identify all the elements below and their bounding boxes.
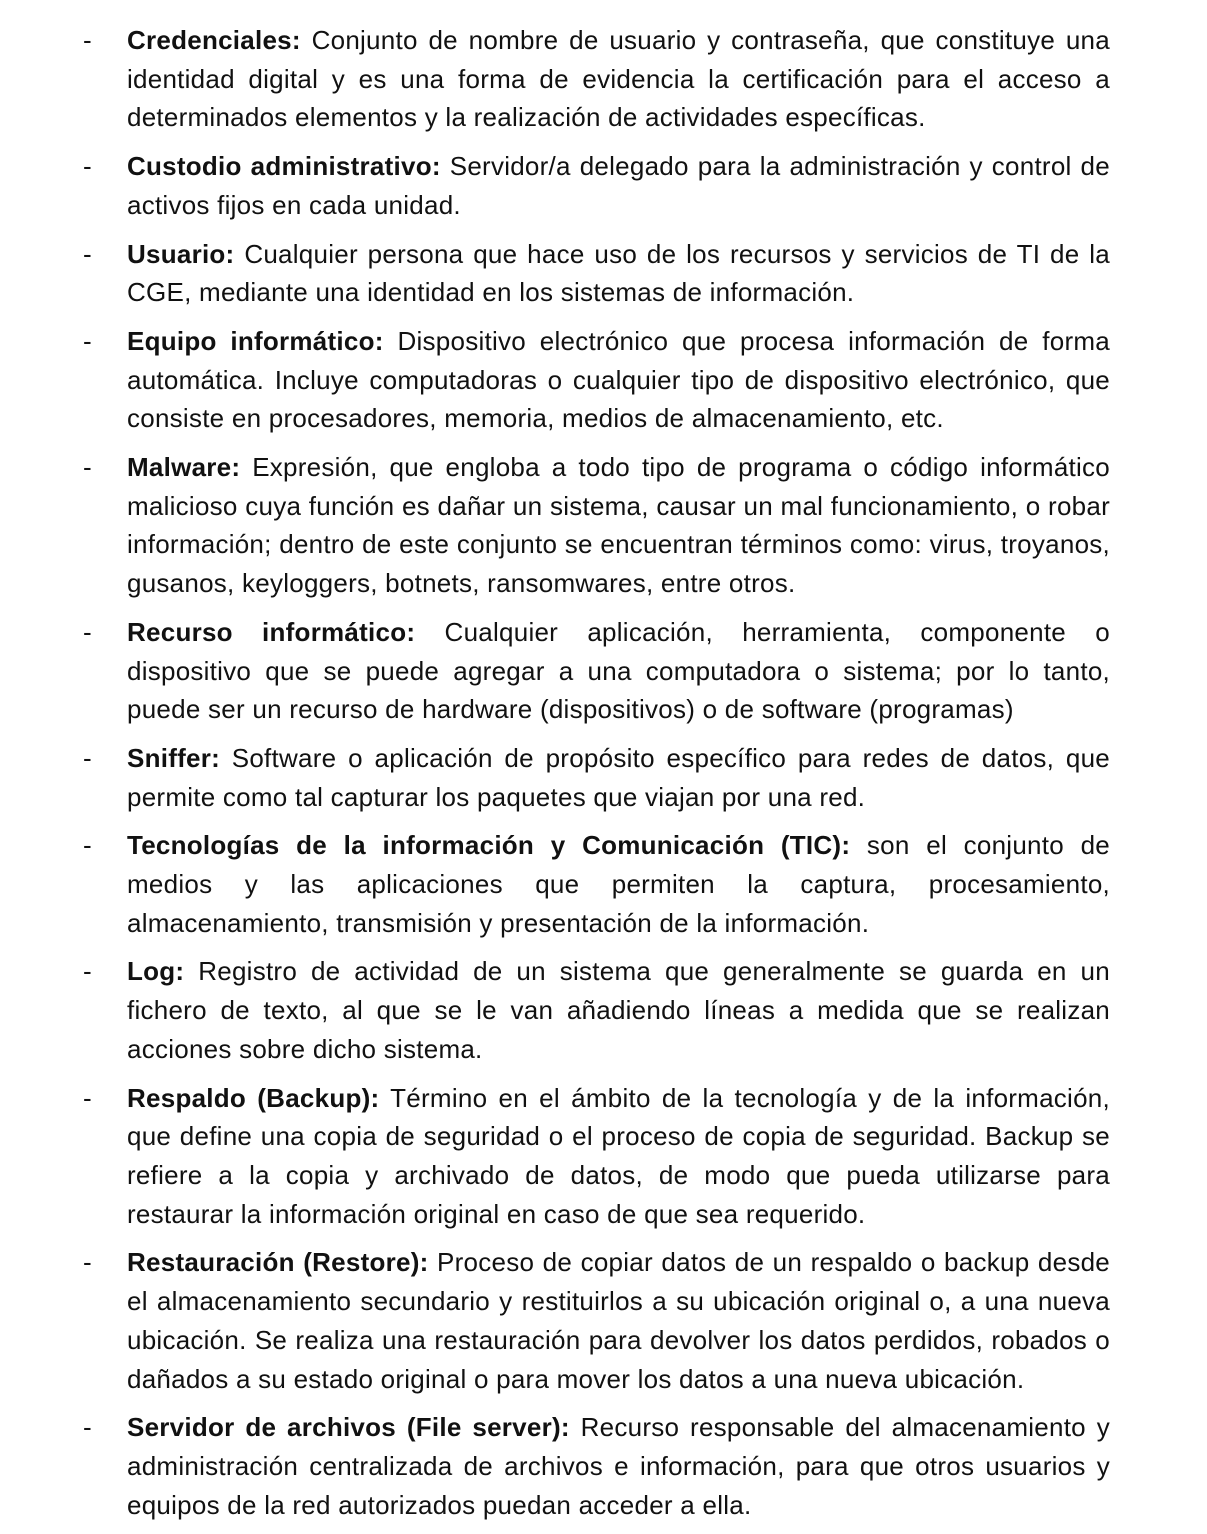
glossary-item-restauracion bbox=[0, 1243, 1207, 1398]
glossary-item-credenciales bbox=[0, 21, 1207, 137]
glossary-term: Respaldo (Backup): bbox=[127, 1082, 380, 1113]
bullet-dash: - bbox=[83, 956, 92, 987]
glossary-term: Credenciales: bbox=[127, 25, 301, 55]
glossary-definition: Cualquier aplicación, herramienta, componente o dispositivo que se puede agregar a una computadora o sistema; por lo tanto, puede ser un recurso de hardware (dispositivos) o de software (programas) bbox=[127, 616, 1110, 725]
glossary-definition: Conjunto de nombre de usuario y contraseña, que constituye una identidad digital y es una forma de evidencia la certificación para el acceso a determinados elementos y la realización de actividades específicas. bbox=[127, 25, 1110, 133]
bullet-dash: - bbox=[83, 616, 92, 647]
glossary-item-text bbox=[127, 1079, 1110, 1234]
glossary-term: Recurso informático: bbox=[127, 616, 416, 647]
glossary-definition: Dispositivo electrónico que procesa información de forma automática. Incluye computadoras o cualquier tipo de dispositivo electrónico, que consiste en procesadores, memoria, medios de almacenamiento, etc. bbox=[127, 325, 1110, 434]
glossary-item-text bbox=[127, 739, 1110, 816]
glossary-item-respaldo bbox=[0, 1079, 1207, 1234]
glossary-term: Custodio administrativo: bbox=[127, 151, 441, 182]
glossary-item-text bbox=[127, 1243, 1110, 1398]
glossary-term: Equipo informático: bbox=[127, 325, 384, 356]
glossary-item-text bbox=[127, 613, 1110, 729]
glossary-item-text bbox=[127, 235, 1110, 312]
bullet-dash: - bbox=[83, 1247, 92, 1278]
glossary-definition: Registro de actividad de un sistema que generalmente se guarda en un fichero de texto, al que se le van añadiendo líneas a medida que se realizan acciones sobre dicho sistema. bbox=[127, 956, 1110, 1064]
bullet-dash: - bbox=[83, 830, 92, 861]
glossary-definition: Término en el ámbito de la tecnología y de la información, que define una copia de seguridad o el proceso de copia de seguridad. Backup se refiere a la copia y archivado de datos, de modo que pueda utilizarse para restaurar la información original en caso de que sea requerido. bbox=[127, 1082, 1110, 1229]
glossary-item-malware bbox=[0, 448, 1207, 603]
glossary-item-servidor-de-archivos bbox=[0, 1408, 1207, 1524]
glossary-item-text bbox=[127, 322, 1110, 438]
glossary-term: Usuario: bbox=[127, 238, 235, 269]
glossary-term: Log: bbox=[127, 956, 185, 987]
bullet-dash: - bbox=[83, 25, 92, 55]
bullet-dash: - bbox=[83, 238, 92, 269]
bullet-dash: - bbox=[83, 1412, 92, 1443]
glossary-term: Malware: bbox=[127, 452, 241, 483]
glossary-item-usuario bbox=[0, 235, 1207, 312]
glossary-definition: Expresión, que engloba a todo tipo de programa o código informático malicioso cuya función es dañar un sistema, causar un mal funcionamiento, o robar información; dentro de este conjunto se encuentran términos como: virus, troyanos, gusanos, keyloggers, botnets, ransomwares, entre otros. bbox=[127, 452, 1110, 599]
glossary-term: Restauración (Restore): bbox=[127, 1247, 429, 1278]
glossary-list bbox=[0, 21, 1207, 1534]
glossary-term: Tecnologías de la información y Comunicación (TIC): bbox=[127, 830, 851, 861]
glossary-definition: Servidor/a delegado para la administración y control de activos fijos en cada unidad. bbox=[127, 151, 1110, 220]
glossary-item-text bbox=[127, 21, 1110, 137]
bullet-dash: - bbox=[83, 1082, 92, 1113]
glossary-item-equipo-informatico bbox=[0, 322, 1207, 438]
glossary-item-log bbox=[0, 952, 1207, 1068]
glossary-term: Servidor de archivos (File server): bbox=[127, 1412, 570, 1443]
glossary-item-text bbox=[127, 1408, 1110, 1524]
glossary-item-text bbox=[127, 448, 1110, 603]
glossary-item-custodio-administrativo bbox=[0, 147, 1207, 224]
bullet-dash: - bbox=[83, 151, 92, 182]
glossary-term: Sniffer: bbox=[127, 742, 220, 773]
glossary-definition: Software o aplicación de propósito específico para redes de datos, que permite como tal capturar los paquetes que viajan por una red. bbox=[127, 742, 1110, 812]
glossary-definition: son el conjunto de medios y las aplicaciones que permiten la captura, procesamiento, almacenamiento, transmisión y presentación de la información. bbox=[127, 830, 1111, 938]
glossary-item-text bbox=[127, 147, 1110, 224]
bullet-dash: - bbox=[83, 325, 92, 356]
glossary-definition: Cualquier persona que hace uso de los recursos y servicios de TI de la CGE, mediante una identidad en los sistemas de información. bbox=[127, 238, 1110, 308]
bullet-dash: - bbox=[83, 742, 92, 773]
glossary-item-text bbox=[127, 826, 1110, 942]
bullet-dash: - bbox=[83, 452, 92, 483]
glossary-definition: Recurso responsable del almacenamiento y administración centralizada de archivos e información, para que otros usuarios y equipos de la red autorizados puedan acceder a ella. bbox=[127, 1412, 1110, 1520]
glossary-item-text bbox=[127, 952, 1110, 1068]
glossary-definition: Proceso de copiar datos de un respaldo o backup desde el almacenamiento secundario y restituirlos a su ubicación original o, a una nueva ubicación. Se realiza una restauración para devolver los datos perdidos, robados o dañados a su estado original o para mover los datos a una nueva ubicación. bbox=[127, 1247, 1110, 1394]
glossary-item-recurso-informatico bbox=[0, 613, 1207, 729]
glossary-item-sniffer bbox=[0, 739, 1207, 816]
glossary-item-tic bbox=[0, 826, 1207, 942]
